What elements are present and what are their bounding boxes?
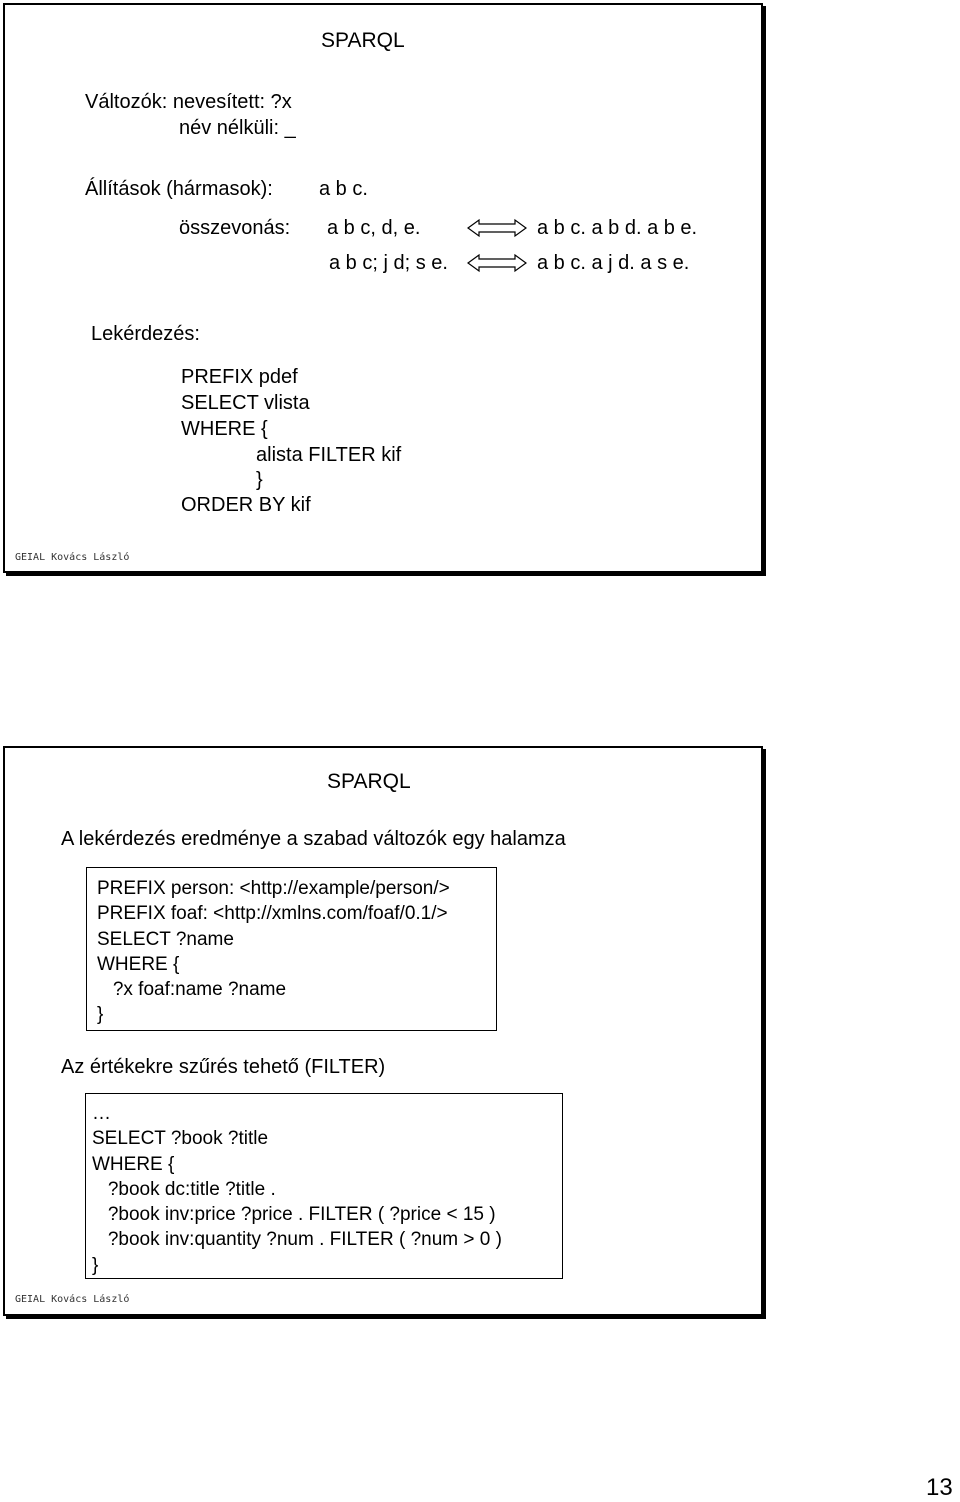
code-line: WHERE { <box>92 1153 175 1175</box>
code-line: SELECT ?book ?title <box>92 1128 269 1150</box>
slide-title: SPARQL <box>321 29 405 52</box>
slide-1 <box>3 3 763 573</box>
code-line: SELECT ?name <box>97 928 234 950</box>
code-line: PREFIX foaf: <http://xmlns.com/foaf/0.1/> <box>97 903 448 925</box>
query-line: WHERE { <box>181 418 268 440</box>
double-arrow-icon <box>467 253 527 273</box>
query-line: alista FILTER kif <box>256 444 402 466</box>
variables-named: Változók: nevesített: ?x <box>85 91 292 113</box>
code-line: ?book inv:price ?price . FILTER ( ?price < 15 ) <box>92 1204 496 1226</box>
code-line: WHERE { <box>97 953 180 975</box>
code-line: ?x foaf:name ?name <box>97 979 287 1001</box>
merge-row1-right: a b c. a b d. a b e. <box>537 217 698 239</box>
triples-label: Állítások (hármasok): <box>85 178 273 200</box>
double-arrow-icon <box>467 218 527 238</box>
query-label: Lekérdezés: <box>91 323 200 345</box>
query-code-block <box>86 867 497 1031</box>
code-line: ?book inv:quantity ?num . FILTER ( ?num > 0 ) <box>92 1229 502 1251</box>
merge-row2-right: a b c. a j d. a s e. <box>537 252 690 274</box>
filter-code-block <box>85 1093 563 1279</box>
query-line: PREFIX pdef <box>181 366 298 388</box>
filter-description: Az értékekre szűrés tehető (FILTER) <box>61 1056 386 1078</box>
slide-footer: GEIAL Kovács László <box>15 1294 130 1305</box>
merge-row2-left: a b c; j d; s e. <box>329 252 448 274</box>
code-line: } <box>92 1254 99 1276</box>
page-number: 13 <box>926 1474 953 1501</box>
code-line: ?book dc:title ?title . <box>92 1178 276 1200</box>
merge-label: összevonás: <box>179 217 291 239</box>
query-line: SELECT vlista <box>181 392 310 414</box>
code-line: … <box>92 1103 111 1124</box>
slide-2 <box>3 746 763 1316</box>
query-line: } <box>256 469 263 491</box>
variables-anonymous: név nélküli: _ <box>179 117 296 139</box>
triples-example: a b c. <box>319 178 368 200</box>
slide-footer: GEIAL Kovács László <box>15 552 130 563</box>
result-description: A lekérdezés eredménye a szabad változók egy halamza <box>61 828 566 850</box>
slide-title: SPARQL <box>327 770 411 793</box>
code-line: PREFIX person: <http://example/person/> <box>97 878 450 899</box>
query-line: ORDER BY kif <box>181 494 311 516</box>
merge-row1-left: a b c, d, e. <box>327 217 421 239</box>
code-line: } <box>97 1004 104 1026</box>
